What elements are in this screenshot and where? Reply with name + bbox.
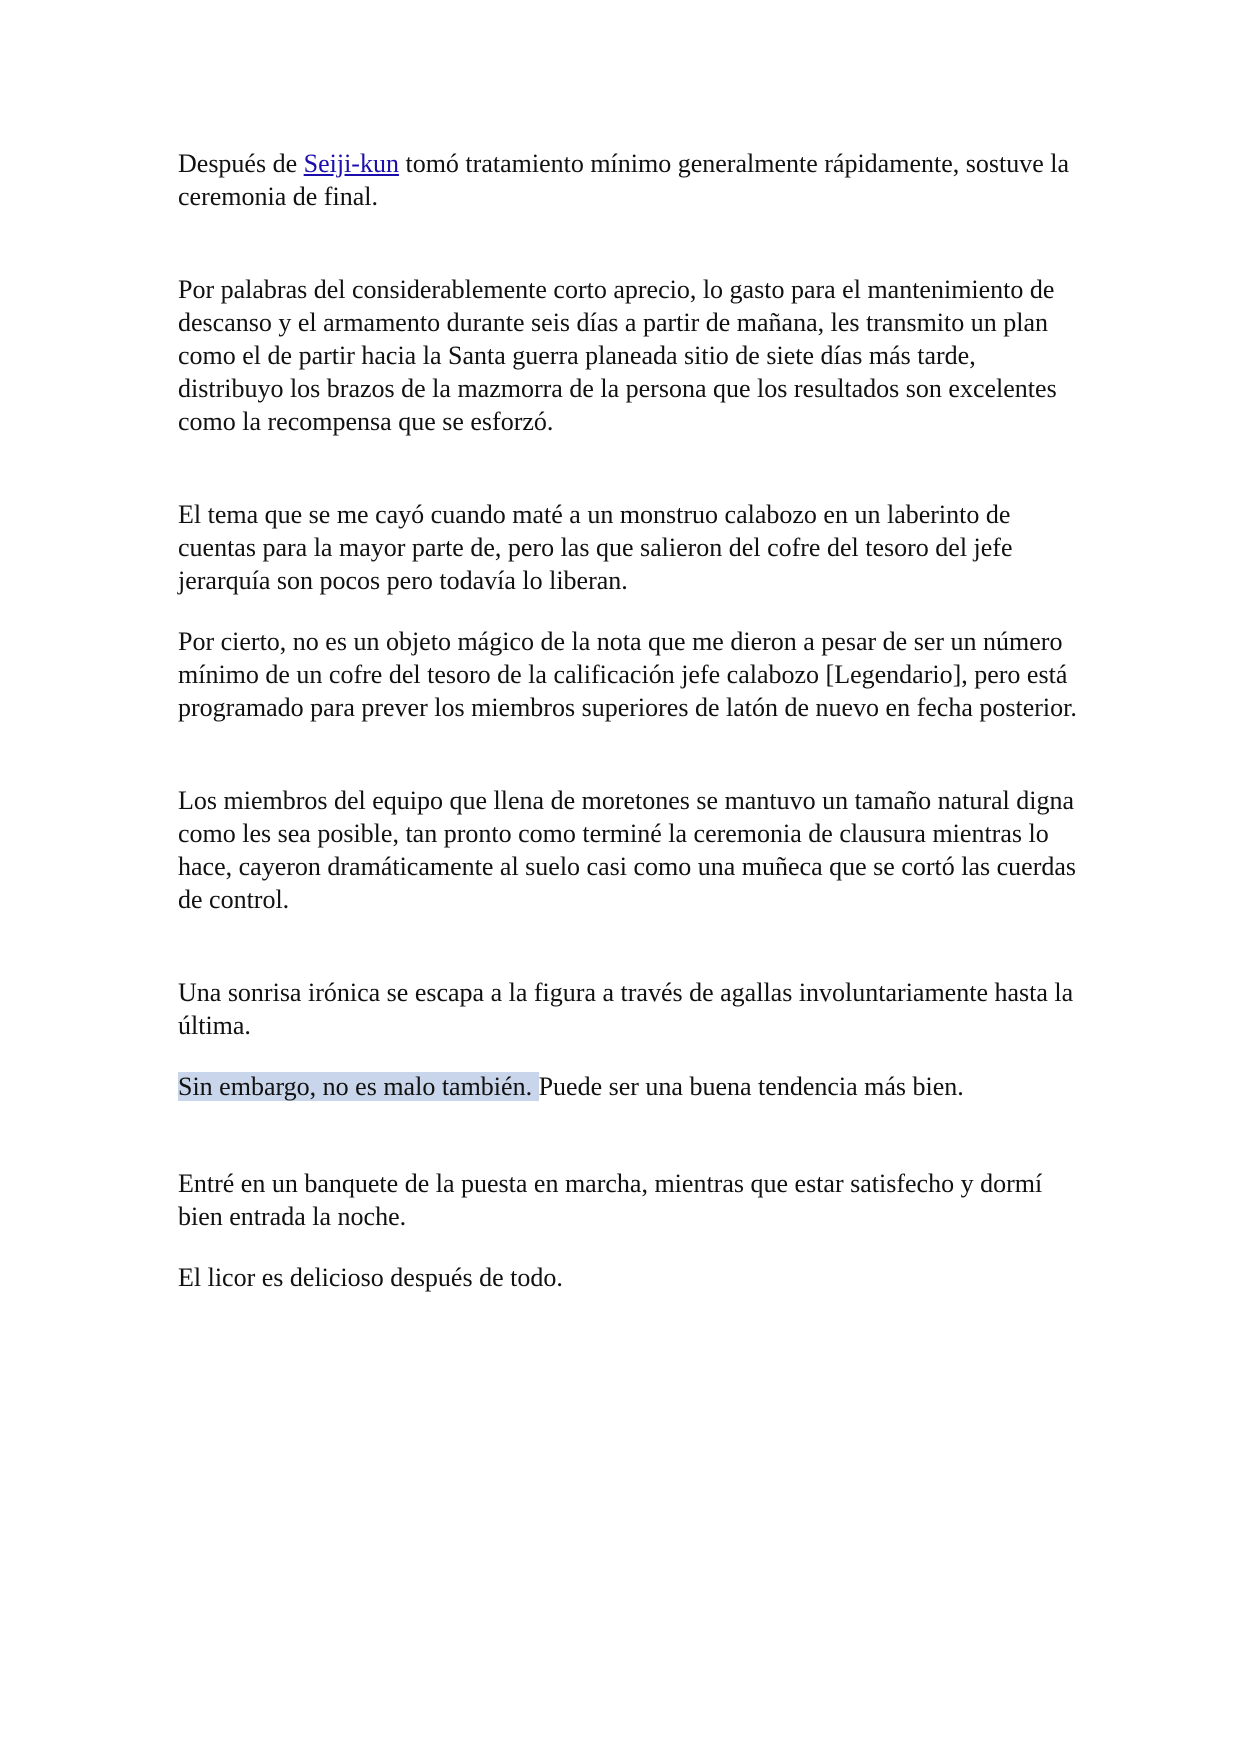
paragraph-7 — [178, 1070, 1078, 1103]
paragraph-8: Entré en un banquete de la puesta en marcha, mientras que estar satisfecho y dormí bien entrada la noche. — [178, 1169, 1043, 1231]
paragraph-6: Una sonrisa irónica se escapa a la figura a través de agallas involuntariamente hasta la última. — [178, 978, 1074, 1040]
paragraph-4: Por cierto, no es un objeto mágico de la nota que me dieron a pesar de ser un número mínimo de un cofre del tesoro de la calificación jefe calabozo [Legendario], pero está programado para prever los miembros superiores de latón de nuevo en fecha posterior. — [178, 627, 1077, 722]
paragraph-1-text-end: tomó tratamiento mínimo generalmente rápidamente, sostuve la ceremonia de final. — [178, 149, 1070, 211]
document-body — [178, 147, 1078, 1294]
paragraph-3: El tema que se me cayó cuando maté a un monstruo calabozo en un laberinto de cuentas para la mayor parte de, pero las que salieron del cofre del tesoro del jefe jerarquía son pocos pero todavía lo liberan. — [178, 500, 1013, 595]
seiji-kun-link[interactable]: Seiji-kun — [303, 149, 399, 178]
paragraph-2: Por palabras del considerablemente corto aprecio, lo gasto para el mantenimiento de descanso y el armamento durante seis días a partir de mañana, les transmito un plan como el de partir hacia la Santa guerra planeada sitio de siete días más tarde, distribuyo los brazos de la mazmorra de la persona que los resultados son excelentes como la recompensa que se esforzó. — [178, 275, 1057, 436]
paragraph-1-text-start: Después de — [178, 149, 304, 178]
paragraph-5: Los miembros del equipo que llena de moretones se mantuvo un tamaño natural digna como les sea posible, tan pronto como terminé la ceremonia de clausura mientras lo hace, cayeron dramáticamente al suelo casi como una muñeca que se cortó las cuerdas de control. — [178, 786, 1077, 914]
selected-text[interactable]: Sin embargo, no es malo también. — [178, 1072, 539, 1101]
paragraph-7-text-end: Puede ser una buena tendencia más bien. — [538, 1072, 964, 1101]
paragraph-1 — [178, 147, 1078, 213]
paragraph-9: El licor es delicioso después de todo. — [178, 1263, 563, 1292]
